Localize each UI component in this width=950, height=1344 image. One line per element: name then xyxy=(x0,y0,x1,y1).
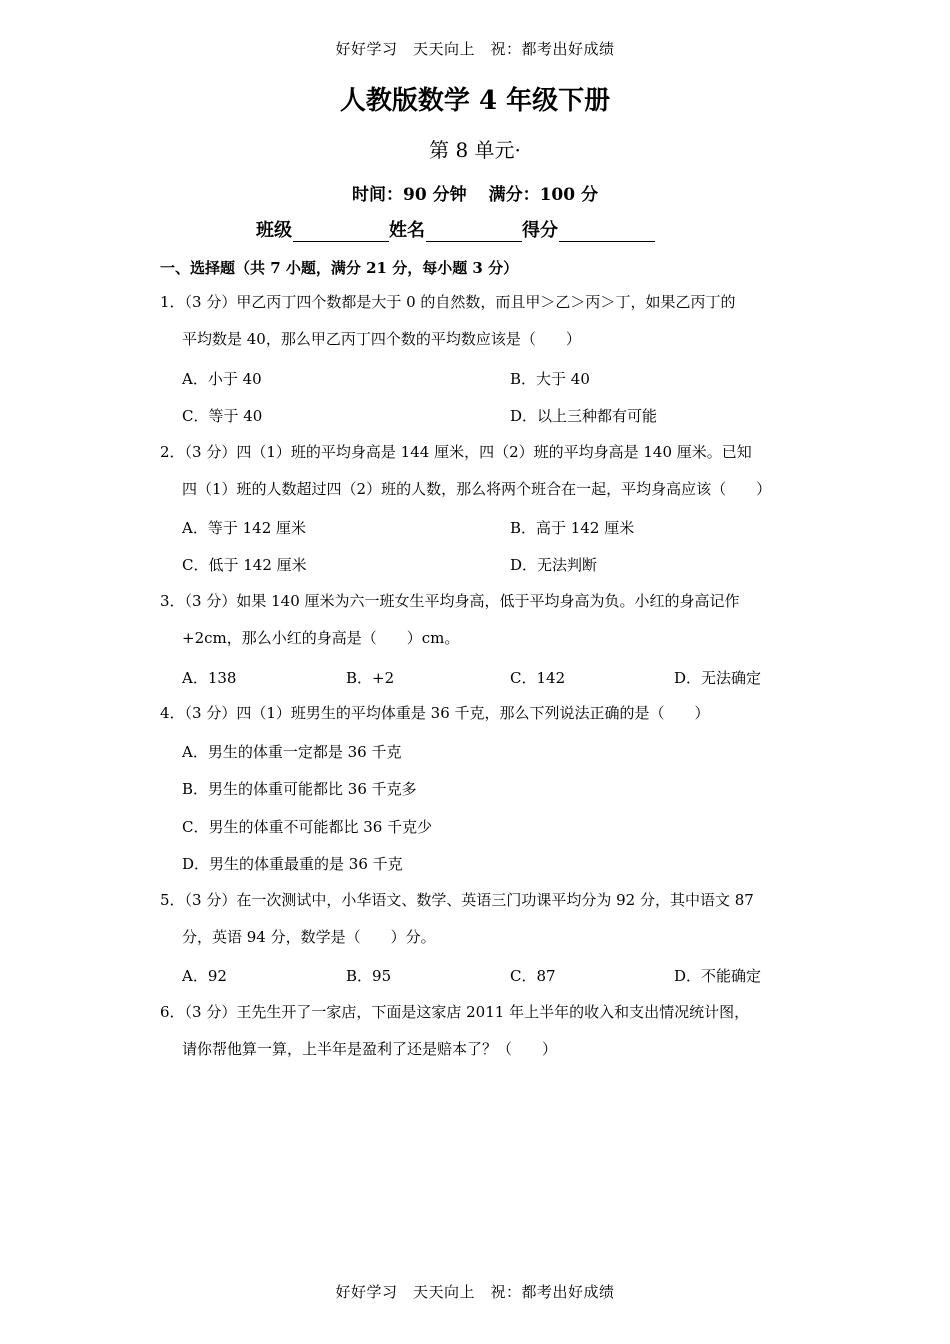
page-header: 好好学习 天天向上 祝：都考出好成绩 xyxy=(335,40,615,58)
option-d[interactable]: D．以上三种都有可能 xyxy=(510,407,658,425)
option-d[interactable]: D．无法判断 xyxy=(510,556,598,574)
question-text: 平均数是 40，那么甲乙丙丁四个数的平均数应该是（ ） xyxy=(182,330,581,348)
option-b[interactable]: B．+2 xyxy=(346,669,395,687)
option-d[interactable]: D．不能确定 xyxy=(674,967,762,985)
question-text: 1．（3 分）甲乙丙丁四个数都是大于 0 的自然数，而且甲＞乙＞丙＞丁，如果乙丙丁的 xyxy=(160,293,736,311)
option-b[interactable]: B．95 xyxy=(346,967,392,985)
class-field[interactable]: 班级 xyxy=(256,216,389,242)
question-1 xyxy=(160,284,800,358)
options-row xyxy=(182,741,401,762)
options-row xyxy=(182,778,417,799)
options-row xyxy=(182,554,838,575)
options-row xyxy=(182,853,403,874)
question-text: 2．（3 分）四（1）班的平均身高是 144 厘米，四（2）班的平均身高是 140 厘米。已知 xyxy=(160,443,752,461)
option-a[interactable]: A．小于 40 xyxy=(182,370,262,388)
options-row xyxy=(182,405,838,426)
question-text: 请你帮他算一算，上半年是盈利了还是赔本了？（ ） xyxy=(182,1040,558,1058)
option-a[interactable]: A．138 xyxy=(182,669,237,687)
blank-line xyxy=(426,221,522,242)
question-3 xyxy=(160,583,800,657)
option-c[interactable]: C．142 xyxy=(510,669,566,687)
option-a[interactable]: A．男生的体重一定都是 36 千克 xyxy=(182,743,402,761)
unit-title: 第 8 单元· xyxy=(429,138,521,162)
option-c[interactable]: C．男生的体重不可能都比 36 千克少 xyxy=(182,818,433,836)
options-row xyxy=(182,368,838,389)
question-text: 4．（3 分）四（1）班男生的平均体重是 36 千克，那么下列说法正确的是（ ） xyxy=(160,704,710,722)
question-text: 分，英语 94 分，数学是（ ）分。 xyxy=(182,928,436,946)
blank-line xyxy=(293,221,389,242)
option-d[interactable]: D．男生的体重最重的是 36 千克 xyxy=(182,855,403,873)
option-b[interactable]: B．高于 142 厘米 xyxy=(510,519,635,537)
option-b[interactable]: B．大于 40 xyxy=(510,370,590,388)
question-4 xyxy=(160,695,800,732)
option-d[interactable]: D．无法确定 xyxy=(674,669,762,687)
time-label: 时间：90 分钟 xyxy=(352,185,467,205)
option-c[interactable]: C．87 xyxy=(510,967,556,985)
section-title: 一、选择题（共 7 小题，满分 21 分，每小题 3 分） xyxy=(160,259,519,277)
student-fields xyxy=(256,216,655,242)
score-label: 满分：100 分 xyxy=(488,185,598,205)
option-b[interactable]: B．男生的体重可能都比 36 千克多 xyxy=(182,780,417,798)
option-a[interactable]: A．92 xyxy=(182,967,227,985)
option-c[interactable]: C．低于 142 厘米 xyxy=(182,556,307,574)
blank-line xyxy=(559,221,655,242)
page-footer: 好好学习 天天向上 祝：都考出好成绩 xyxy=(335,1283,615,1301)
question-text: +2cm，那么小红的身高是（ ）cm。 xyxy=(182,629,460,647)
option-c[interactable]: C．等于 40 xyxy=(182,407,263,425)
name-field[interactable]: 姓名 xyxy=(389,216,522,242)
question-6 xyxy=(160,994,800,1068)
options-row xyxy=(182,667,838,688)
question-text: 四（1）班的人数超过四（2）班的人数，那么将两个班合在一起，平均身高应该（ ） xyxy=(182,480,772,498)
question-2 xyxy=(160,434,800,508)
options-row xyxy=(182,965,838,986)
question-text: 6．（3 分）王先生开了一家店，下面是这家店 2011 年上半年的收入和支出情况统计图， xyxy=(160,1003,750,1021)
option-a[interactable]: A．等于 142 厘米 xyxy=(182,519,306,537)
exam-info xyxy=(0,180,950,205)
score-field[interactable]: 得分 xyxy=(522,216,655,242)
options-row xyxy=(182,517,838,538)
page-title: 人教版数学 4 年级下册 xyxy=(339,86,611,116)
question-text: 5．（3 分）在一次测试中，小华语文、数学、英语三门功课平均分为 92 分，其中语文 87 xyxy=(160,891,754,909)
question-text: 3．（3 分）如果 140 厘米为六一班女生平均身高，低于平均身高为负。小红的身高记作 xyxy=(160,592,740,610)
question-5 xyxy=(160,882,800,956)
options-row xyxy=(182,816,432,837)
